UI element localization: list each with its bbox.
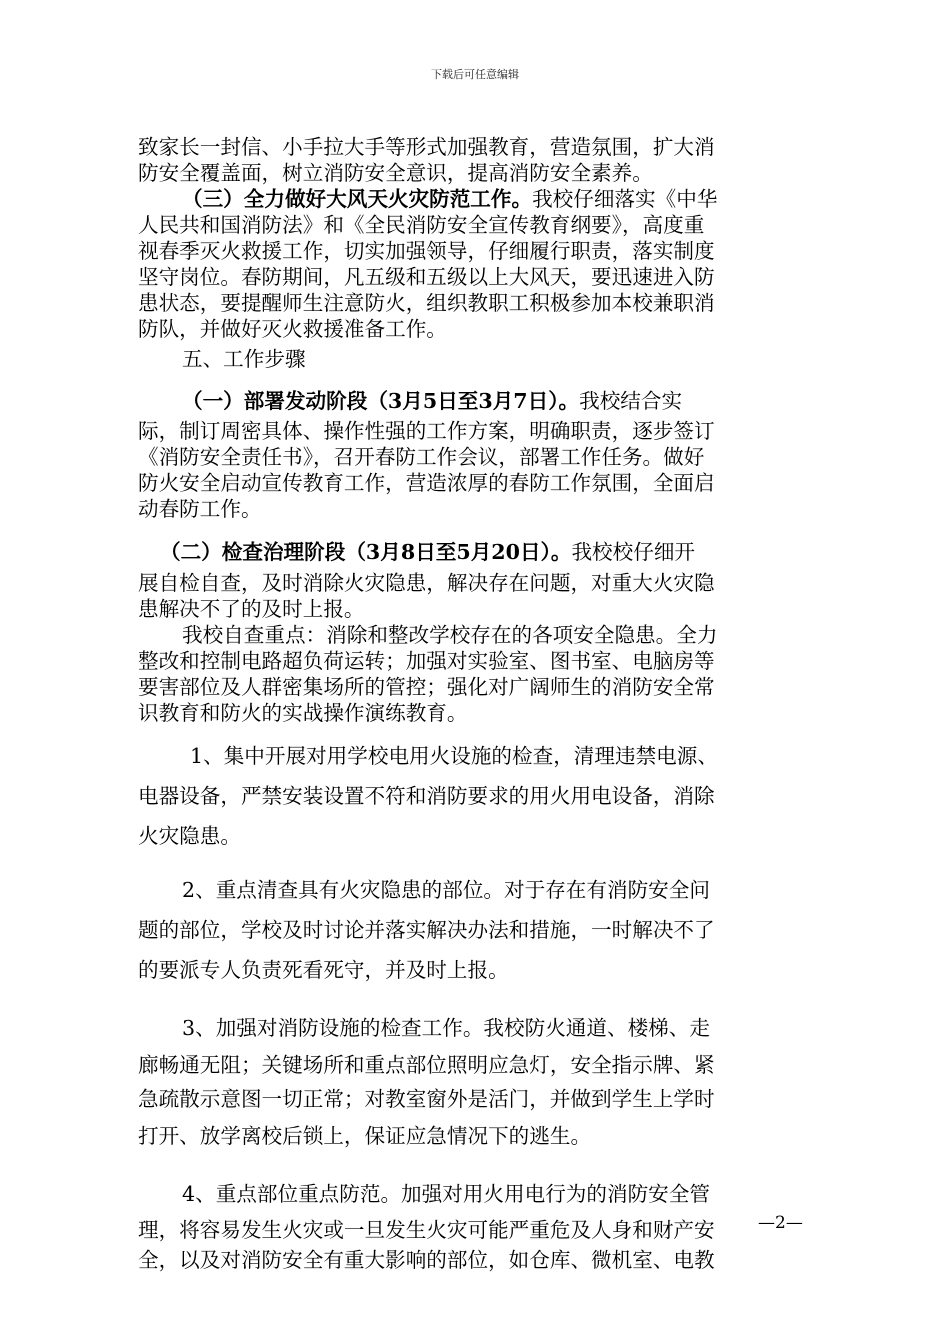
text-line: 患解决不了的及时上报。	[138, 597, 365, 621]
section-heading-2: （二）检查治理阶段（3月8日至5月20日）。	[160, 540, 572, 564]
text-line: 我校结合实	[579, 389, 683, 413]
text-line: 我校仔细落实《中华	[532, 187, 718, 211]
text-line: 我校自查重点：消除和整改学校存在的各项安全隐患。全力	[182, 623, 718, 647]
paragraph-6	[138, 622, 814, 726]
text-line: 3、加强对消防设施的检查工作。我校防火通道、楼梯、走	[182, 1016, 710, 1040]
text-line: 2、重点清查具有火灾隐患的部位。对于存在有消防安全问	[182, 878, 710, 902]
text-line: 防队，并做好灭火救援准备工作。	[138, 317, 447, 341]
text-line: 展自检自查，及时消除火灾隐患，解决存在问题，对重大火灾隐	[138, 571, 715, 595]
paragraph-1	[138, 134, 814, 186]
text-line: 4、重点部位重点防范。加强对用火用电行为的消防安全管	[182, 1182, 710, 1206]
text-line: 要害部位及人群密集场所的管控；强化对广阔师生的消防安全常	[138, 675, 715, 699]
text-line: 电器设备，严禁安装设置不符和消防要求的用火用电设备，消除	[138, 784, 715, 808]
text-line: 人民共和国消防法》和《全民消防安全宣传教育纲要》，高度重	[138, 213, 705, 237]
text-line: 廊畅通无阻；关键场所和重点部位照明应急灯，安全指示牌、紧	[138, 1053, 715, 1077]
text-line: 理，将容易发生火灾或一旦发生火灾可能严重危及人身和财产安	[138, 1218, 715, 1242]
text-line: 全，以及对消防安全有重大影响的部位，如仓库、微机室、电教	[138, 1248, 715, 1272]
paragraph-8	[138, 870, 814, 990]
text-line: 急疏散示意图一切正常；对教室窗外是活门，并做到学生上学时	[138, 1087, 715, 1111]
paragraph-5	[138, 534, 814, 622]
text-line: 视春季灭火救援工作，切实加强领导，仔细履行职责，落实制度	[138, 239, 715, 263]
text-line: 打开、放学离校后锁上，保证应急情况下的逃生。	[138, 1124, 592, 1148]
text-line: 火灾隐患。	[138, 824, 241, 848]
text-line: 患状态，要提醒师生注意防火，组织教职工积极参加本校兼职消	[138, 291, 715, 315]
section-heading-3: （三）全力做好大风天火灾防范工作。	[182, 187, 533, 211]
section-title-work-steps: 五、工作步骤	[182, 347, 306, 371]
text-line: 致家长一封信、小手拉大手等形式加强教育，营造氛围，扩大消	[138, 135, 715, 159]
text-line: 识教育和防火的实战操作演练教育。	[138, 701, 468, 725]
text-line: 我校校仔细开	[571, 540, 696, 564]
text-line: 的要派专人负责死看死守，并及时上报。	[138, 958, 509, 982]
paragraph-10	[138, 1174, 814, 1274]
paragraph-7	[138, 736, 814, 856]
text-line: 防安全覆盖面，树立消防安全意识，提高消防安全素养。	[138, 161, 653, 185]
paragraph-4	[138, 384, 814, 522]
text-line: 《消防安全责任书》，召开春防工作会议，部署工作任务。做好	[138, 445, 705, 469]
document-body	[138, 134, 814, 1274]
text-line: 防火安全启动宣传教育工作，营造浓厚的春防工作氛围，全面启	[138, 471, 715, 495]
section-heading-1: （一）部署发动阶段（3月5日至3月7日）。	[182, 389, 580, 413]
text-line: 题的部位，学校及时讨论并落实解决办法和措施，一时解决不了	[138, 918, 715, 942]
page-number: —2—	[758, 1213, 803, 1233]
text-line: 整改和控制电路超负荷运转；加强对实验室、图书室、电脑房等	[138, 649, 715, 673]
paragraph-9	[138, 1008, 814, 1156]
text-line: 1、集中开展对用学校电用火设施的检查，清理违禁电源、	[190, 744, 718, 768]
text-line: 坚守岗位。春防期间，凡五级和五级以上大风天，要迅速进入防	[138, 265, 715, 289]
page-header: 下载后可任意编辑	[431, 68, 519, 81]
paragraph-2	[138, 186, 814, 342]
text-line: 动春防工作。	[138, 497, 262, 521]
text-line: 际，制订周密具体、操作性强的工作方案，明确职责，逐步签订	[138, 419, 715, 443]
